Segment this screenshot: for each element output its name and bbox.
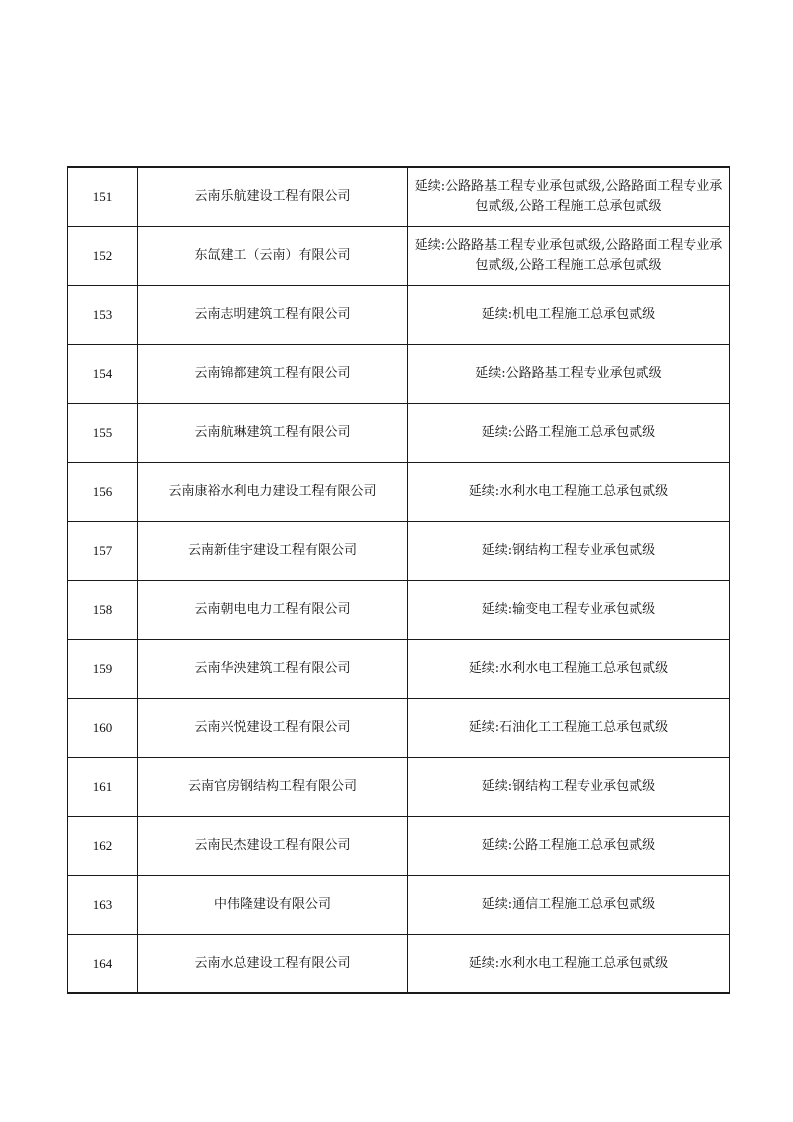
row-number: 160 xyxy=(68,698,138,757)
table-row xyxy=(68,698,730,757)
qualification-scope: 延续:公路路基工程专业承包贰级 xyxy=(408,344,730,403)
row-number: 154 xyxy=(68,344,138,403)
table-row xyxy=(68,285,730,344)
company-name: 云南朝电电力工程有限公司 xyxy=(138,580,408,639)
qualification-scope: 延续:钢结构工程专业承包贰级 xyxy=(408,757,730,816)
company-name: 云南民杰建设工程有限公司 xyxy=(138,816,408,875)
row-number: 155 xyxy=(68,403,138,462)
row-number: 153 xyxy=(68,285,138,344)
company-name: 云南乐航建设工程有限公司 xyxy=(138,167,408,226)
table-row xyxy=(68,462,730,521)
row-number: 151 xyxy=(68,167,138,226)
row-number: 158 xyxy=(68,580,138,639)
row-number: 161 xyxy=(68,757,138,816)
company-name: 云南锦都建筑工程有限公司 xyxy=(138,344,408,403)
table-row xyxy=(68,403,730,462)
qualification-scope: 延续:公路路基工程专业承包贰级,公路路面工程专业承包贰级,公路工程施工总承包贰级 xyxy=(408,226,730,285)
company-name: 云南水总建设工程有限公司 xyxy=(138,934,408,993)
table-row xyxy=(68,934,730,993)
company-name: 云南新佳宇建设工程有限公司 xyxy=(138,521,408,580)
qualification-scope: 延续:机电工程施工总承包贰级 xyxy=(408,285,730,344)
company-name: 云南兴悦建设工程有限公司 xyxy=(138,698,408,757)
qualification-scope: 延续:石油化工工程施工总承包贰级 xyxy=(408,698,730,757)
row-number: 162 xyxy=(68,816,138,875)
qualification-scope: 延续:钢结构工程专业承包贰级 xyxy=(408,521,730,580)
table-row xyxy=(68,639,730,698)
table-row xyxy=(68,521,730,580)
company-name: 云南康裕水利电力建设工程有限公司 xyxy=(138,462,408,521)
company-name: 云南志明建筑工程有限公司 xyxy=(138,285,408,344)
company-name: 中伟隆建设有限公司 xyxy=(138,875,408,934)
qualification-scope: 延续:水利水电工程施工总承包贰级 xyxy=(408,462,730,521)
table-row xyxy=(68,757,730,816)
table-body xyxy=(68,167,730,993)
company-name: 云南航琳建筑工程有限公司 xyxy=(138,403,408,462)
qualification-scope: 延续:水利水电工程施工总承包贰级 xyxy=(408,934,730,993)
row-number: 163 xyxy=(68,875,138,934)
qualification-scope: 延续:公路路基工程专业承包贰级,公路路面工程专业承包贰级,公路工程施工总承包贰级 xyxy=(408,167,730,226)
table-row xyxy=(68,344,730,403)
qualification-scope: 延续:通信工程施工总承包贰级 xyxy=(408,875,730,934)
company-name: 云南官房钢结构工程有限公司 xyxy=(138,757,408,816)
row-number: 156 xyxy=(68,462,138,521)
qualification-table xyxy=(67,166,730,994)
qualification-scope: 延续:公路工程施工总承包贰级 xyxy=(408,816,730,875)
qualification-scope: 延续:公路工程施工总承包贰级 xyxy=(408,403,730,462)
qualification-scope: 延续:水利水电工程施工总承包贰级 xyxy=(408,639,730,698)
row-number: 164 xyxy=(68,934,138,993)
qualification-scope: 延续:输变电工程专业承包贰级 xyxy=(408,580,730,639)
table-row xyxy=(68,816,730,875)
table-row xyxy=(68,167,730,226)
company-name: 东氙建工（云南）有限公司 xyxy=(138,226,408,285)
company-name: 云南华泱建筑工程有限公司 xyxy=(138,639,408,698)
row-number: 159 xyxy=(68,639,138,698)
table-row xyxy=(68,875,730,934)
row-number: 157 xyxy=(68,521,138,580)
table-row xyxy=(68,580,730,639)
row-number: 152 xyxy=(68,226,138,285)
table-row xyxy=(68,226,730,285)
